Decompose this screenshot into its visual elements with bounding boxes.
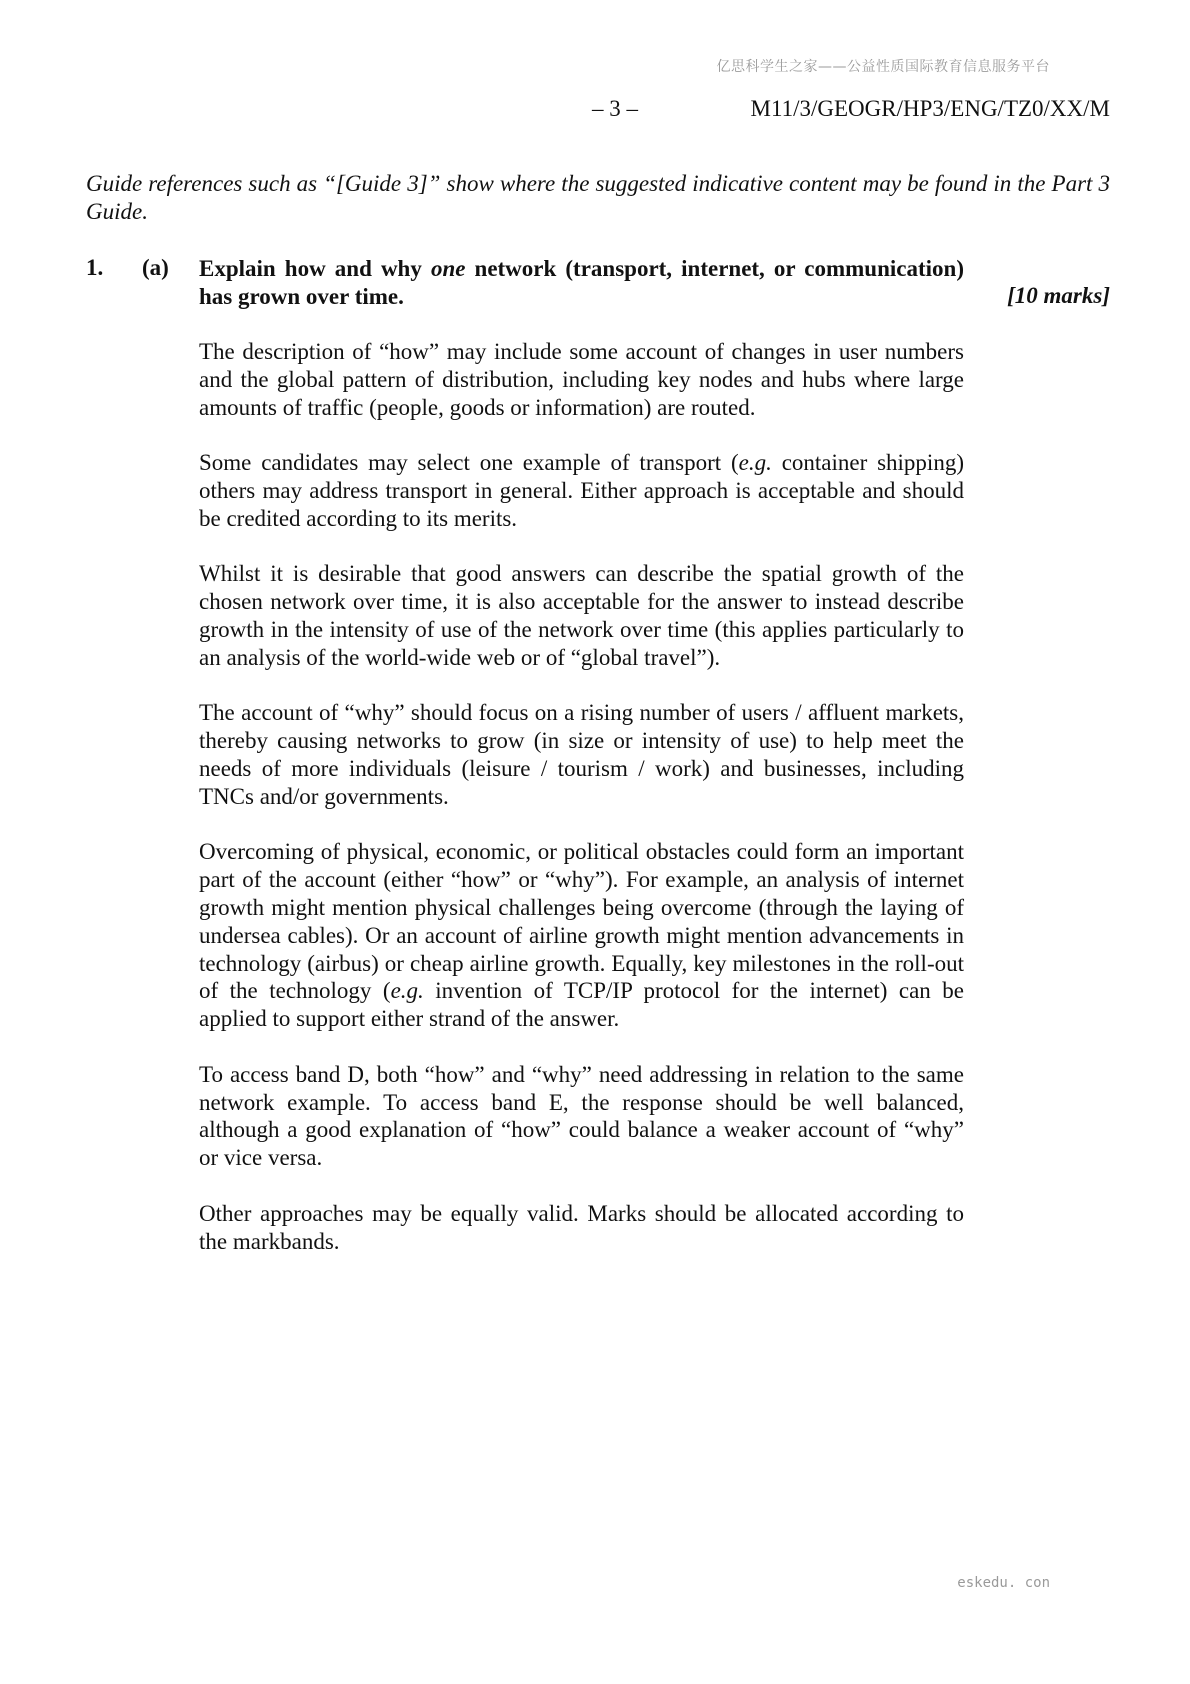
top-watermark: 亿思科学生之家——公益性质国际教育信息服务平台 [716, 59, 1050, 75]
p5-before: Overcoming of physical, economic, or political obstacles could form an important part of the account (either “how” or “why”). For example, an analysis of internet growth might mention physical challenges being overcome (through the laying of undersea cables). Or an account of airline growth might mention advancements in technology (airbus) or cheap airline growth. Equally, key milestones in the roll-out of the technology ( [199, 839, 964, 1004]
paragraph-spatial-growth: Whilst it is desirable that good answers can describe the spatial growth of the chosen network over time, it is also acceptable for the answer to instead describe growth in the intensity of use of the network over time (this applies particularly to an analysis of the world-wide web or of “global travel”). [199, 561, 964, 670]
question-part: (a) [142, 255, 169, 280]
p2-eg: e.g. [738, 450, 772, 476]
p2-before: Some candidates may select one example of transport ( [199, 450, 739, 476]
paragraph-transport-example [199, 449, 964, 532]
p5-eg: e.g. [390, 978, 424, 1004]
bottom-watermark: eskedu. con [957, 1575, 1050, 1591]
paragraph-other-approaches: Other approaches may be equally valid. Marks should be allocated according to the markbands. [199, 1200, 964, 1254]
guide-reference-note: Guide references such as “[Guide 3]” show where the suggested indicative content may be found in the Part 3 Guide. [86, 171, 1110, 224]
markscheme-body [199, 338, 964, 1283]
paragraph-bands: To access band D, both “how” and “why” need addressing in relation to the same network example. To access band E, the response should be well balanced, although a good explanation of “how” could balance a weaker account of “why” or vice versa. [199, 1061, 964, 1171]
p5-after: invention of TCP/IP protocol for the internet) can be applied to support either strand of the answer. [199, 978, 964, 1032]
question-text-after: network (transport, internet, or communication) has grown over time. [199, 256, 964, 309]
question-text-before: Explain how and why [199, 256, 431, 281]
paper-code: M11/3/GEOGR/HP3/ENG/TZ0/XX/M [750, 96, 1110, 121]
question-number: 1. [86, 255, 104, 280]
paragraph-how-description: The description of “how” may include some account of changes in user numbers and the global pattern of distribution, including key nodes and hubs where large amounts of traffic (people, goods or information) are routed. [199, 339, 964, 420]
question-marks: [10 marks] [1007, 283, 1110, 308]
p2-after: container shipping) others may address transport in general. Either approach is acceptable and should be credited according to its merits. [199, 450, 964, 531]
paragraph-obstacles [199, 838, 964, 1033]
paragraph-why-account: The account of “why” should focus on a rising number of users / affluent markets, thereby causing networks to grow (in size or intensity of use) to help meet the needs of more individuals (leisure / tourism / work) and businesses, including TNCs and/or governments. [199, 700, 964, 809]
question-text [199, 255, 964, 311]
page-number: – 3 – [592, 96, 638, 121]
question-text-emphasis: one [430, 256, 466, 281]
